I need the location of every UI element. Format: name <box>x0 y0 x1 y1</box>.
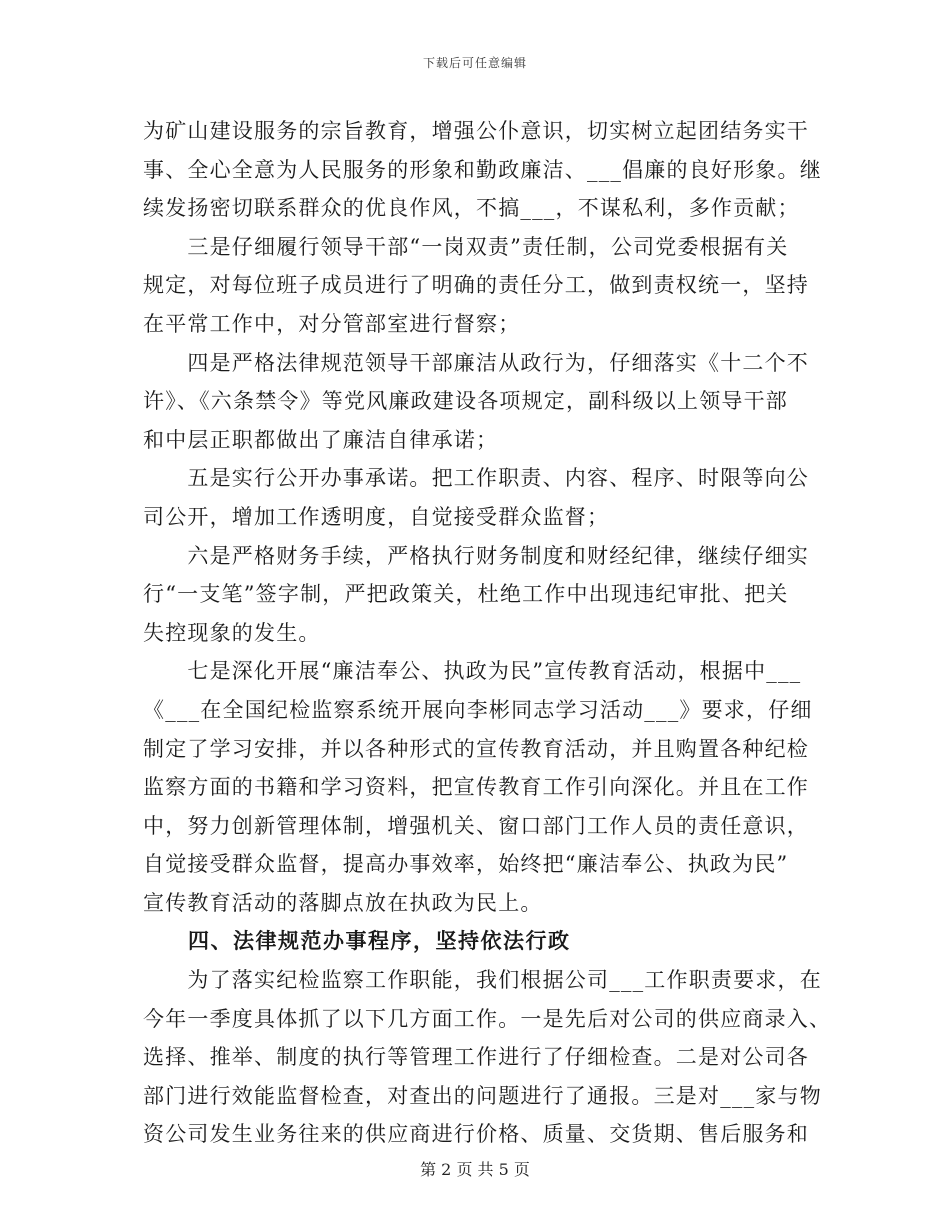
body-line: 六是严格财务手续，严格执行财务制度和财经纪律，继续仔细实 <box>143 543 809 568</box>
body-line: 五是实行公开办事承诺。把工作职责、内容、程序、时限等向公 <box>143 466 809 491</box>
body-line: 续发扬密切联系群众的优良作风，不搞___，不谋私利，多作贡献； <box>143 196 800 221</box>
body-line: 司公开，增加工作透明度，自觉接受群众监督； <box>143 504 610 529</box>
body-line: 今年一季度具体抓了以下几方面工作。一是先后对公司的供应商录入、 <box>143 1006 832 1031</box>
body-line: 制定了学习安排，并以各种形式的宣传教育活动，并且购置各种纪检 <box>143 736 809 761</box>
body-line: 行“一支笔”签字制，严把政策关，杜绝工作中出现违纪审批、把关 <box>143 582 789 607</box>
page-number: 第 2 页 共 5 页 <box>420 1160 530 1179</box>
body-line: 部门进行效能监督检查，对查出的问题进行了通报。三是对___家与物 <box>143 1083 822 1108</box>
body-line: 四是严格法律规范领导干部廉洁从政行为，仔细落实《十二个不 <box>143 350 809 375</box>
body-line: 事、全心全意为人民服务的形象和勤政廉洁、___倡廉的良好形象。继 <box>143 157 822 182</box>
body-line: 宣传教育活动的落脚点放在执政为民上。 <box>143 890 543 915</box>
page-header-note: 下载后可任意编辑 <box>422 56 527 70</box>
body-line: 在平常工作中，对分管部室进行督察； <box>143 311 521 336</box>
body-line: 为矿山建设服务的宗旨教育，增强公仆意识，切实树立起团结务实干 <box>143 119 809 143</box>
body-line: 和中层正职都做出了廉洁自律承诺； <box>143 427 499 452</box>
body-line: 规定，对每位班子成员进行了明确的责任分工，做到责权统一，坚持 <box>143 273 809 298</box>
body-line: 三是仔细履行领导干部“一岗双责”责任制，公司党委根据有关 <box>143 234 789 259</box>
body-line: 七是深化开展“廉洁奉公、执政为民”宣传教育活动，根据中___ <box>143 659 802 684</box>
document-body <box>143 112 832 1154</box>
body-line: 自觉接受群众监督，提高办事效率，始终把“廉洁奉公、执政为民” <box>143 852 789 877</box>
body-line: 失控现象的发生。 <box>143 620 321 645</box>
body-line: 资公司发生业务往来的供应商进行价格、质量、交货期、售后服务和 <box>143 1122 809 1147</box>
body-line: 为了落实纪检监察工作职能，我们根据公司___工作职责要求，在 <box>143 968 822 993</box>
body-line: 《___在全国纪检监察系统开展向李彬同志学习活动___》要求，仔细 <box>143 697 813 722</box>
body-line: 中，努力创新管理体制，增强机关、窗口部门工作人员的责任意识， <box>143 813 809 838</box>
body-line: 许》、《六条禁令》等党风廉政建设各项规定，副科级以上领导干部 <box>143 389 788 414</box>
body-line: 监察方面的书籍和学习资料，把宣传教育工作引向深化。并且在工作 <box>143 775 809 800</box>
section-heading: 四、法律规范办事程序，坚持依法行政 <box>143 929 571 954</box>
body-line: 选择、推举、制度的执行等管理工作进行了仔细检查。二是对公司各 <box>143 1045 809 1070</box>
